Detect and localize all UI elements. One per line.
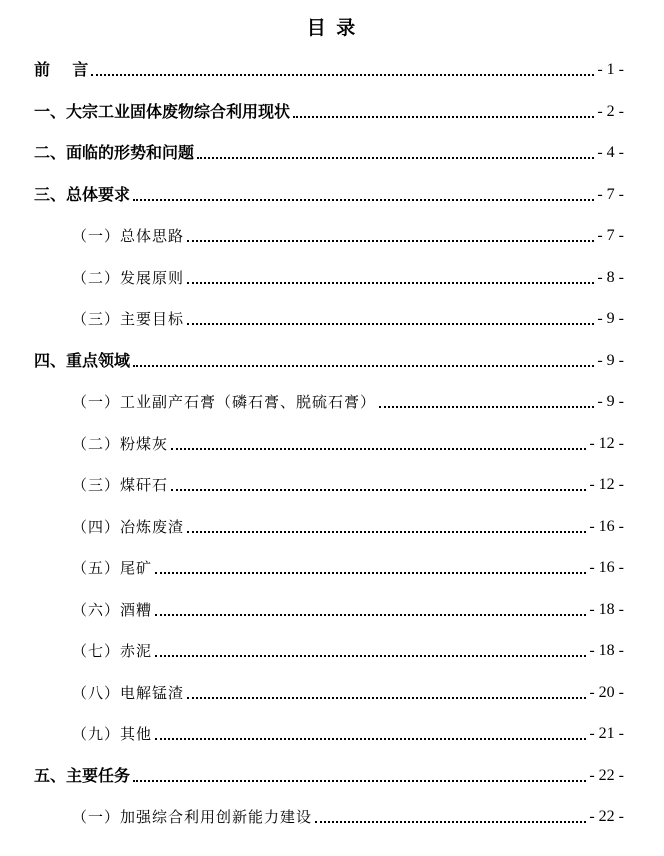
toc-entry-page: - 9 - — [597, 352, 624, 369]
toc-entry-page: - 18 - — [589, 601, 624, 618]
toc-entry-title: （三）主要目标 — [72, 310, 185, 328]
toc-entry[interactable] — [34, 349, 624, 373]
toc-entry-page: - 21 - — [589, 725, 624, 742]
toc-entry-title: 三、总体要求 — [34, 185, 131, 204]
toc-leader-dots — [155, 572, 586, 574]
toc-entry-page: - 16 - — [589, 518, 624, 535]
toc-entry[interactable] — [72, 432, 624, 456]
toc-entry-title: （二）发展原则 — [72, 269, 185, 287]
toc-entry-page: - 16 - — [589, 559, 624, 576]
toc-entry[interactable] — [72, 681, 624, 705]
toc-entry[interactable] — [72, 639, 624, 663]
toc-entry[interactable] — [72, 722, 624, 746]
toc-entry-title: （六）酒糟 — [72, 601, 153, 619]
toc-entry[interactable] — [72, 805, 624, 829]
toc-entry-title: （七）赤泥 — [72, 642, 153, 660]
toc-leader-dots — [155, 655, 586, 657]
toc-entry-page: - 12 - — [589, 435, 624, 452]
toc-entry-title: 前 言 — [34, 60, 89, 79]
toc-entry-page: - 22 - — [589, 808, 624, 825]
toc-entry-page: - 7 - — [597, 227, 624, 244]
toc-entry[interactable] — [72, 598, 624, 622]
toc-entry-title: 四、重点领域 — [34, 351, 131, 370]
toc-entry-page: - 9 - — [597, 393, 624, 410]
toc-leader-dots — [187, 531, 586, 533]
toc-entry-title: （二）粉煤灰 — [72, 435, 169, 453]
toc-leader-dots — [187, 697, 586, 699]
toc-leader-dots — [91, 74, 594, 76]
toc-entry-title: （一）工业副产石膏（磷石膏、脱硫石膏） — [72, 393, 377, 411]
toc-entry-page: - 1 - — [597, 61, 624, 78]
toc-entry[interactable] — [34, 764, 624, 788]
toc-leader-dots — [187, 323, 594, 325]
toc-leader-dots — [171, 448, 586, 450]
toc-leader-dots — [133, 199, 594, 201]
toc-entry-page: - 7 - — [597, 186, 624, 203]
toc-entry[interactable] — [72, 307, 624, 331]
toc-leader-dots — [315, 821, 586, 823]
toc-entry-title: 二、面临的形势和问题 — [34, 143, 195, 162]
toc-leader-dots — [293, 116, 594, 118]
toc-entry-title: 一、大宗工业固体废物综合利用现状 — [34, 102, 291, 121]
toc-leader-dots — [133, 365, 594, 367]
toc-entry[interactable] — [34, 58, 624, 82]
toc-entry-title: （三）煤矸石 — [72, 476, 169, 494]
toc-entry-page: - 4 - — [597, 144, 624, 161]
toc-entry-page: - 9 - — [597, 310, 624, 327]
toc-entry-page: - 8 - — [597, 269, 624, 286]
toc-leader-dots — [197, 157, 594, 159]
toc-title: 目 录 — [306, 17, 358, 39]
toc-entry-page: - 20 - — [589, 684, 624, 701]
toc-leader-dots — [155, 614, 586, 616]
toc-leader-dots — [187, 240, 594, 242]
toc-entry[interactable] — [72, 556, 624, 580]
toc-entry-page: - 2 - — [597, 103, 624, 120]
toc-entry-title: 五、主要任务 — [34, 766, 131, 785]
toc-leader-dots — [171, 489, 586, 491]
toc-leader-dots — [133, 780, 586, 782]
toc-entry[interactable] — [34, 100, 624, 124]
toc-entry-title: （八）电解锰渣 — [72, 684, 185, 702]
toc-entry-page: - 18 - — [589, 642, 624, 659]
toc-entry-title: （五）尾矿 — [72, 559, 153, 577]
toc-entry[interactable] — [72, 390, 624, 414]
toc-entry[interactable] — [72, 266, 624, 290]
toc-entry[interactable] — [72, 224, 624, 248]
toc-entry-title: （一）总体思路 — [72, 227, 185, 245]
toc-entry-title: （九）其他 — [72, 725, 153, 743]
toc-leader-dots — [187, 282, 594, 284]
toc-entry-page: - 22 - — [589, 767, 624, 784]
toc-entry-page: - 12 - — [589, 476, 624, 493]
toc-entry[interactable] — [72, 473, 624, 497]
toc-entry-title: （四）冶炼废渣 — [72, 518, 185, 536]
toc-leader-dots — [155, 738, 586, 740]
toc-entry[interactable] — [34, 183, 624, 207]
toc-entry-title: （一）加强综合利用创新能力建设 — [72, 808, 313, 826]
toc-entry[interactable] — [34, 141, 624, 165]
toc-leader-dots — [379, 406, 594, 408]
toc-entry[interactable] — [72, 515, 624, 539]
